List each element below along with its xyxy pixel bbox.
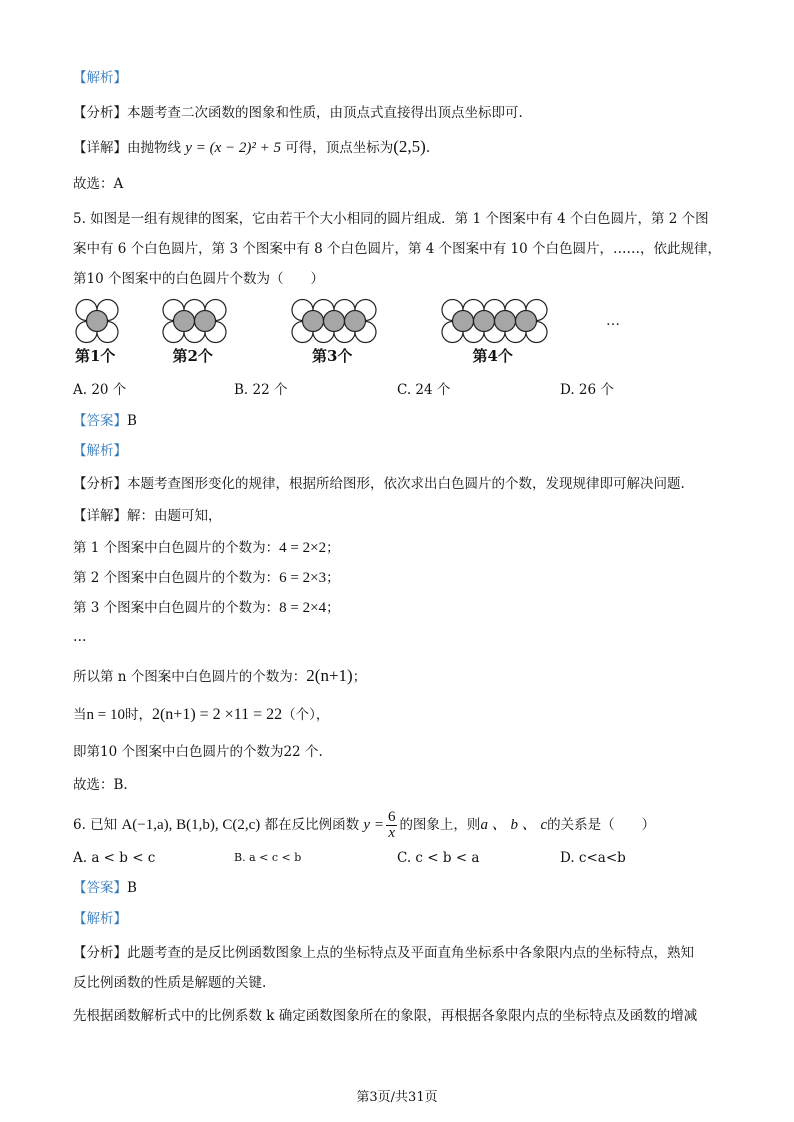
step-formula: 6 = 2×3 <box>279 570 327 586</box>
step-end: ； <box>326 570 340 586</box>
q6-answer-line <box>73 878 137 898</box>
answer-line-1: 故选：A <box>73 176 124 192</box>
general-formula: 2(n+1) <box>306 666 353 685</box>
q5-fenxi-text: 本题考查图形变化的规律，根据所给图形，依次求出白色圆片的个数，发现规律即可解决问题. <box>127 476 685 492</box>
q6-func-den: x <box>388 825 396 841</box>
gray-circle <box>516 311 537 332</box>
q5-choose: 故选：B. <box>73 777 128 793</box>
q6-func-num: 6 <box>387 809 396 825</box>
when-mid: 时， <box>124 707 152 723</box>
when-formula: 2(n+1) = 2 ×11 = 22 <box>151 706 283 723</box>
q6-fenxi-line2: 反比例函数的性质是解题的关键. <box>73 975 267 991</box>
q5-step-3 <box>73 598 340 618</box>
q5-step-1 <box>73 538 340 558</box>
q6-vars: a 、 b 、 c <box>480 817 548 833</box>
q6-fenxi-line1 <box>73 943 694 963</box>
pattern-ellipsis: … <box>606 313 620 329</box>
q5-option-a: A. 20 个 <box>73 382 127 398</box>
q5-line3: 第10 个图案中的白色圆片个数为（ ） <box>73 271 324 287</box>
q6-option-a: A. a < b < c <box>73 850 156 866</box>
step-end: ； <box>326 600 340 616</box>
q5-dots: … <box>73 629 87 645</box>
q6-mid: 都在反比例函数 <box>264 817 360 833</box>
gray-circle <box>345 311 366 332</box>
gray-circle <box>87 311 108 332</box>
fenxi-tag: 【分析】 <box>73 105 127 121</box>
figure-label-3: 第3个 <box>312 347 353 365</box>
when-cond: n = 10 <box>86 707 125 723</box>
page-footer: 第3页/共31页 <box>356 1090 438 1105</box>
pattern-figure-3 <box>292 300 376 343</box>
step-end: ； <box>326 540 340 556</box>
q5-option-d: D. 26 个 <box>560 382 614 398</box>
gray-circle <box>495 311 516 332</box>
q6-option-b: B. a < c < b <box>234 851 302 864</box>
q6-func-lhs: y = <box>363 817 384 833</box>
q6-points: A(−1,a), B(1,b), C(2,c) <box>121 817 261 833</box>
q6-last-line: 先根据函数解析式中的比例系数 k 确定函数图象所在的象限，再根据各象限内点的坐标特点及函数的增减 <box>73 1008 698 1024</box>
q6-option-c: C. c < b < a <box>397 850 480 866</box>
detail-line <box>73 137 430 158</box>
gray-circle <box>303 311 324 332</box>
gray-circle <box>453 311 474 332</box>
q5-answer-line <box>73 411 137 431</box>
q5-step-2 <box>73 568 340 588</box>
q5-option-b: B. 22 个 <box>234 382 288 398</box>
pattern-figure-1 <box>76 300 118 343</box>
q6-fenxi-text1: 此题考查的是反比例函数图象上点的坐标特点及平面直角坐标系中各象限内点的坐标特点，熟知 <box>127 945 694 961</box>
q5-option-c: C. 24 个 <box>397 382 451 398</box>
q5-general-line <box>73 666 366 687</box>
q6-question-line <box>73 810 655 841</box>
q5-fenxi-tag: 【分析】 <box>73 476 127 492</box>
general-pre: 所以第 n 个图案中白色圆片的个数为： <box>73 669 307 685</box>
q6-pre: 6. 已知 <box>73 817 118 833</box>
q5-line1: 5. 如图是一组有规律的图案，它由若干个大小相同的圆片组成．第 1 个图案中有 4 个白色圆片，第 2 个图 <box>73 211 709 227</box>
q6-answer-value: B <box>127 880 137 896</box>
step-formula: 4 = 2×2 <box>279 540 327 556</box>
q5-line2: 案中有 6 个白色圆片，第 3 个图案中有 8 个白色圆片，第 4 个图案中有 10 个白色圆片，……，依此规律， <box>73 241 721 257</box>
q5-detail-tag: 【详解】 <box>73 508 127 524</box>
fenxi-line <box>73 103 523 123</box>
analysis-tag: 【解析】 <box>73 70 127 86</box>
figure-label-2: 第2个 <box>172 347 213 365</box>
q5-detail-line <box>73 506 222 526</box>
q5-fenxi-line <box>73 474 685 494</box>
detail-pre: 由抛物线 <box>127 140 181 156</box>
q6-option-d: D. c<a<b <box>560 850 626 866</box>
vertex-coord: (2,5) <box>393 137 426 156</box>
step-text: 第 1 个图案中白色圆片的个数为： <box>73 540 280 556</box>
figure-label-1: 第1个 <box>75 347 116 365</box>
q6-fenxi-tag: 【分析】 <box>73 945 127 961</box>
step-formula: 8 = 2×4 <box>279 600 327 616</box>
when-pre: 当 <box>73 707 87 723</box>
q5-detail-text: 解：由题可知， <box>127 508 222 524</box>
q6-end: 的关系是（ ） <box>547 817 656 833</box>
q6-analysis-tag: 【解析】 <box>73 911 127 927</box>
q6-answer-tag: 【答案】 <box>73 880 127 896</box>
q5-conclusion: 即第10 个图案中白色圆片的个数为22 个. <box>73 744 323 760</box>
gray-circle <box>474 311 495 332</box>
pattern-figure-2 <box>163 300 226 343</box>
q5-answer-value: B <box>127 413 137 429</box>
q5-analysis-tag: 【解析】 <box>73 443 127 459</box>
q6-post: 的图象上，则 <box>399 817 481 833</box>
figure-label-4: 第4个 <box>472 347 513 365</box>
detail-tag: 【详解】 <box>73 140 127 156</box>
gray-circle <box>174 311 195 332</box>
fenxi-text: 本题考查二次函数的图象和性质，由顶点式直接得出顶点坐标即可. <box>127 105 523 121</box>
general-end: ； <box>352 669 367 685</box>
q6-fraction <box>386 810 398 841</box>
pattern-figure-4 <box>442 300 547 343</box>
parabola-formula: y = (x − 2)² + 5 <box>185 140 281 156</box>
q5-answer-tag: 【答案】 <box>73 413 127 429</box>
q5-when-line <box>73 705 329 725</box>
detail-mid: 可得，顶点坐标为 <box>285 140 394 156</box>
gray-circle <box>195 311 216 332</box>
step-text: 第 3 个图案中白色圆片的个数为： <box>73 600 280 616</box>
gray-circle <box>324 311 345 332</box>
detail-end: . <box>425 140 431 156</box>
when-end: （个）， <box>282 707 330 723</box>
step-text: 第 2 个图案中白色圆片的个数为： <box>73 570 280 586</box>
